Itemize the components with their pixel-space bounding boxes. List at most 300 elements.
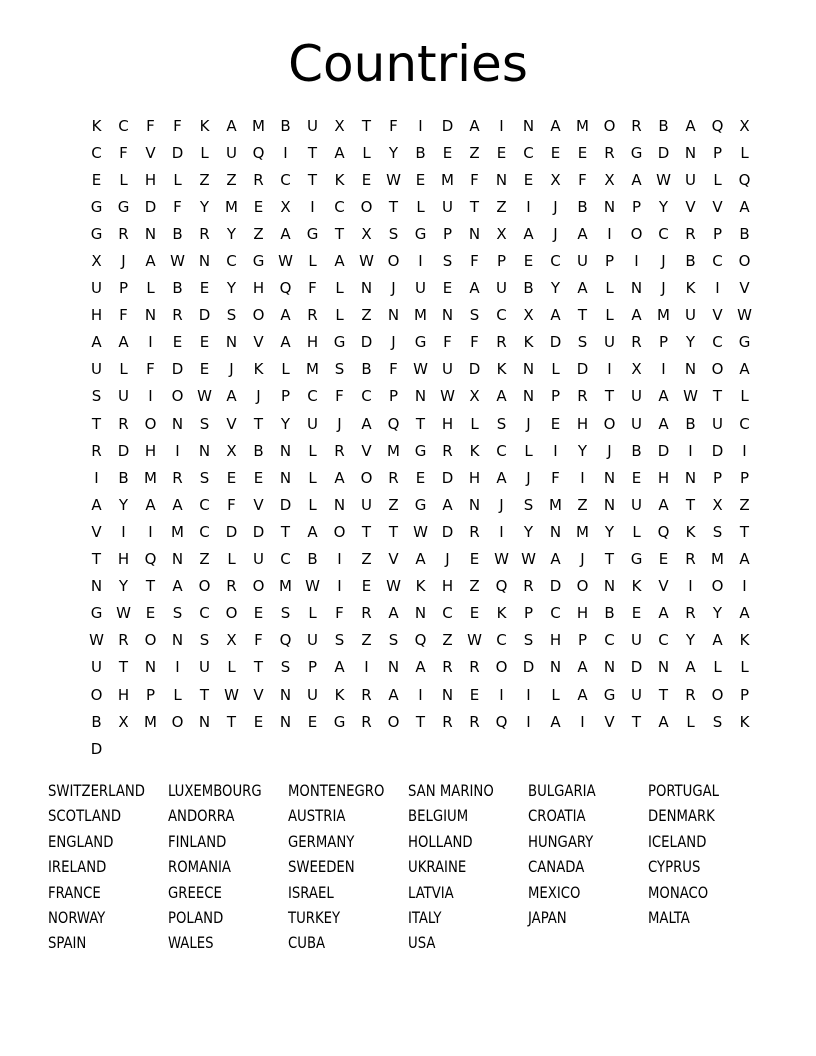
grid-letter[interactable]: V xyxy=(361,441,372,460)
grid-letter[interactable]: A xyxy=(685,658,696,677)
grid-letter[interactable]: I xyxy=(148,522,153,541)
grid-letter[interactable]: Z xyxy=(361,631,372,650)
grid-letter[interactable]: A xyxy=(577,279,588,298)
grid-letter[interactable]: L xyxy=(632,522,641,541)
grid-letter[interactable]: G xyxy=(90,224,103,243)
grid-letter[interactable]: K xyxy=(523,333,534,352)
grid-letter[interactable]: W xyxy=(170,252,185,271)
grid-letter[interactable]: T xyxy=(145,577,156,596)
grid-letter[interactable]: K xyxy=(253,360,264,379)
grid-letter[interactable]: U xyxy=(496,279,507,298)
grid-letter[interactable]: I xyxy=(175,658,180,677)
grid-letter[interactable]: R xyxy=(388,468,399,487)
grid-letter[interactable]: B xyxy=(685,252,696,271)
grid-letter[interactable]: A xyxy=(307,522,318,541)
grid-letter[interactable]: A xyxy=(658,712,669,731)
grid-letter[interactable]: D xyxy=(198,306,211,325)
grid-letter[interactable]: U xyxy=(307,414,318,433)
grid-letter[interactable]: G xyxy=(333,712,346,731)
grid-letter[interactable]: A xyxy=(469,116,480,135)
grid-letter[interactable]: D xyxy=(549,577,562,596)
grid-letter[interactable]: N xyxy=(441,685,454,704)
grid-letter[interactable]: L xyxy=(740,387,749,406)
grid-letter[interactable]: K xyxy=(334,685,345,704)
grid-letter[interactable]: U xyxy=(631,631,642,650)
grid-letter[interactable]: R xyxy=(631,116,642,135)
grid-letter[interactable]: C xyxy=(604,631,615,650)
grid-letter[interactable]: I xyxy=(742,441,747,460)
grid-letter[interactable]: D xyxy=(90,739,103,758)
grid-letter[interactable]: I xyxy=(688,577,693,596)
grid-letter[interactable]: L xyxy=(551,685,560,704)
grid-letter[interactable]: G xyxy=(414,224,427,243)
grid-letter[interactable]: U xyxy=(631,414,642,433)
grid-letter[interactable]: J xyxy=(391,333,396,352)
grid-letter[interactable]: C xyxy=(739,414,750,433)
grid-letter[interactable]: C xyxy=(496,306,507,325)
grid-letter[interactable]: R xyxy=(469,658,480,677)
grid-letter[interactable]: A xyxy=(388,604,399,623)
grid-letter[interactable]: K xyxy=(496,360,507,379)
grid-letter[interactable]: R xyxy=(307,306,318,325)
grid-letter[interactable]: V xyxy=(253,495,264,514)
grid-letter[interactable]: O xyxy=(144,631,157,650)
grid-letter[interactable]: X xyxy=(226,441,237,460)
grid-letter[interactable]: N xyxy=(144,658,157,677)
grid-letter[interactable]: I xyxy=(526,685,531,704)
grid-letter[interactable]: M xyxy=(711,550,724,569)
grid-letter[interactable]: B xyxy=(307,550,318,569)
grid-letter[interactable]: J xyxy=(337,414,342,433)
grid-letter[interactable]: Q xyxy=(252,143,265,162)
grid-letter[interactable]: A xyxy=(739,550,750,569)
grid-letter[interactable]: T xyxy=(469,197,480,216)
grid-letter[interactable]: M xyxy=(306,360,319,379)
grid-letter[interactable]: F xyxy=(227,495,236,514)
grid-letter[interactable]: R xyxy=(361,685,372,704)
grid-letter[interactable]: F xyxy=(470,252,479,271)
grid-letter[interactable]: L xyxy=(308,604,317,623)
grid-letter[interactable]: S xyxy=(334,631,345,650)
grid-letter[interactable]: I xyxy=(121,522,126,541)
grid-letter[interactable]: Q xyxy=(279,279,292,298)
grid-letter[interactable]: T xyxy=(712,387,723,406)
grid-letter[interactable]: R xyxy=(631,333,642,352)
grid-letter[interactable]: S xyxy=(280,658,291,677)
grid-letter[interactable]: A xyxy=(415,550,426,569)
grid-letter[interactable]: G xyxy=(630,550,643,569)
grid-letter[interactable]: I xyxy=(418,685,423,704)
grid-letter[interactable]: D xyxy=(630,658,643,677)
grid-letter[interactable]: N xyxy=(495,170,508,189)
grid-letter[interactable]: O xyxy=(333,522,346,541)
grid-letter[interactable]: D xyxy=(279,495,292,514)
grid-letter[interactable]: I xyxy=(337,550,342,569)
grid-letter[interactable]: U xyxy=(253,550,264,569)
grid-letter[interactable]: M xyxy=(171,522,184,541)
grid-letter[interactable]: T xyxy=(199,685,210,704)
grid-letter[interactable]: M xyxy=(441,170,454,189)
grid-letter[interactable]: E xyxy=(442,279,453,298)
grid-letter[interactable]: S xyxy=(91,387,102,406)
grid-letter[interactable]: K xyxy=(685,522,696,541)
grid-letter[interactable]: Z xyxy=(739,495,750,514)
grid-letter[interactable]: Q xyxy=(738,170,751,189)
grid-letter[interactable]: F xyxy=(335,604,344,623)
grid-letter[interactable]: E xyxy=(469,604,480,623)
grid-letter[interactable]: C xyxy=(712,333,723,352)
grid-letter[interactable]: Y xyxy=(280,414,291,433)
grid-letter[interactable]: I xyxy=(607,360,612,379)
grid-letter[interactable]: L xyxy=(146,279,155,298)
grid-letter[interactable]: A xyxy=(712,631,723,650)
grid-letter[interactable]: J xyxy=(229,360,234,379)
grid-letter[interactable]: U xyxy=(199,658,210,677)
grid-letter[interactable]: O xyxy=(225,604,238,623)
grid-letter[interactable]: T xyxy=(361,522,372,541)
grid-letter[interactable]: T xyxy=(91,414,102,433)
grid-letter[interactable]: D xyxy=(657,143,670,162)
grid-letter[interactable]: N xyxy=(603,468,616,487)
grid-letter[interactable]: L xyxy=(416,197,425,216)
grid-letter[interactable]: B xyxy=(172,224,183,243)
grid-letter[interactable]: C xyxy=(496,631,507,650)
grid-letter[interactable]: R xyxy=(523,577,534,596)
grid-letter[interactable]: B xyxy=(577,197,588,216)
grid-letter[interactable]: T xyxy=(307,143,318,162)
grid-letter[interactable]: S xyxy=(496,414,507,433)
grid-letter[interactable]: I xyxy=(526,712,531,731)
grid-letter[interactable]: R xyxy=(118,224,129,243)
grid-letter[interactable]: U xyxy=(226,143,237,162)
grid-letter[interactable]: A xyxy=(118,333,129,352)
grid-letter[interactable]: J xyxy=(445,550,450,569)
grid-letter[interactable]: T xyxy=(226,712,237,731)
grid-letter[interactable]: W xyxy=(683,387,698,406)
grid-letter[interactable]: S xyxy=(199,468,210,487)
grid-letter[interactable]: W xyxy=(278,252,293,271)
grid-letter[interactable]: L xyxy=(119,170,128,189)
grid-letter[interactable]: R xyxy=(442,712,453,731)
grid-letter[interactable]: P xyxy=(145,685,156,704)
grid-letter[interactable]: S xyxy=(334,360,345,379)
grid-letter[interactable]: Z xyxy=(577,495,588,514)
grid-letter[interactable]: W xyxy=(305,577,320,596)
grid-letter[interactable]: Q xyxy=(279,631,292,650)
grid-letter[interactable]: K xyxy=(334,170,345,189)
grid-letter[interactable]: O xyxy=(603,116,616,135)
grid-letter[interactable]: A xyxy=(469,279,480,298)
grid-letter[interactable]: E xyxy=(550,143,561,162)
grid-letter[interactable]: L xyxy=(173,170,182,189)
grid-letter[interactable]: C xyxy=(658,631,669,650)
grid-letter[interactable]: J xyxy=(607,441,612,460)
grid-letter[interactable]: I xyxy=(742,577,747,596)
grid-letter[interactable]: H xyxy=(144,170,157,189)
grid-letter[interactable]: R xyxy=(685,685,696,704)
grid-letter[interactable]: G xyxy=(252,252,265,271)
grid-letter[interactable]: Y xyxy=(388,143,399,162)
grid-letter[interactable]: O xyxy=(144,414,157,433)
grid-letter[interactable]: D xyxy=(171,143,184,162)
grid-letter[interactable]: N xyxy=(603,197,616,216)
grid-letter[interactable]: A xyxy=(334,252,345,271)
grid-letter[interactable]: V xyxy=(253,685,264,704)
grid-letter[interactable]: H xyxy=(441,414,454,433)
grid-letter[interactable]: Z xyxy=(361,550,372,569)
grid-letter[interactable]: Q xyxy=(414,631,427,650)
grid-letter[interactable]: O xyxy=(711,360,724,379)
grid-letter[interactable]: K xyxy=(415,577,426,596)
grid-letter[interactable]: G xyxy=(117,197,130,216)
grid-letter[interactable]: Z xyxy=(361,306,372,325)
grid-letter[interactable]: A xyxy=(496,468,507,487)
grid-letter[interactable]: E xyxy=(199,333,210,352)
grid-letter[interactable]: A xyxy=(631,170,642,189)
grid-letter[interactable]: C xyxy=(280,170,291,189)
grid-letter[interactable]: E xyxy=(253,712,264,731)
grid-letter[interactable]: Z xyxy=(388,495,399,514)
grid-letter[interactable]: U xyxy=(604,333,615,352)
grid-letter[interactable]: W xyxy=(656,170,671,189)
grid-letter[interactable]: X xyxy=(226,631,237,650)
grid-letter[interactable]: A xyxy=(577,658,588,677)
grid-letter[interactable]: C xyxy=(523,143,534,162)
grid-letter[interactable]: F xyxy=(146,360,155,379)
grid-letter[interactable]: L xyxy=(524,441,533,460)
grid-letter[interactable]: G xyxy=(738,333,751,352)
grid-letter[interactable]: T xyxy=(685,495,696,514)
grid-letter[interactable]: N xyxy=(684,360,697,379)
grid-letter[interactable]: N xyxy=(549,522,562,541)
grid-letter[interactable]: S xyxy=(523,631,534,650)
grid-letter[interactable]: E xyxy=(307,712,318,731)
grid-letter[interactable]: N xyxy=(603,495,616,514)
grid-letter[interactable]: L xyxy=(713,170,722,189)
grid-letter[interactable]: H xyxy=(306,333,319,352)
grid-letter[interactable]: O xyxy=(711,577,724,596)
grid-letter[interactable]: U xyxy=(91,279,102,298)
grid-letter[interactable]: K xyxy=(631,577,642,596)
grid-letter[interactable]: L xyxy=(605,279,614,298)
grid-letter[interactable]: C xyxy=(118,116,129,135)
grid-letter[interactable]: N xyxy=(684,143,697,162)
grid-letter[interactable]: G xyxy=(90,197,103,216)
grid-letter[interactable]: H xyxy=(576,604,589,623)
grid-letter[interactable]: O xyxy=(252,577,265,596)
grid-letter[interactable]: R xyxy=(685,550,696,569)
grid-letter[interactable]: B xyxy=(280,116,291,135)
grid-letter[interactable]: X xyxy=(604,170,615,189)
grid-letter[interactable]: M xyxy=(549,495,562,514)
grid-letter[interactable]: C xyxy=(361,387,372,406)
grid-letter[interactable]: C xyxy=(280,550,291,569)
grid-letter[interactable]: P xyxy=(739,468,750,487)
grid-letter[interactable]: L xyxy=(200,143,209,162)
grid-letter[interactable]: A xyxy=(145,495,156,514)
grid-letter[interactable]: O xyxy=(360,197,373,216)
grid-letter[interactable]: I xyxy=(94,468,99,487)
grid-letter[interactable]: C xyxy=(199,522,210,541)
grid-letter[interactable]: U xyxy=(91,658,102,677)
grid-letter[interactable]: U xyxy=(685,170,696,189)
grid-letter[interactable]: Y xyxy=(685,333,696,352)
grid-letter[interactable]: R xyxy=(118,414,129,433)
grid-letter[interactable]: V xyxy=(658,577,669,596)
grid-letter[interactable]: F xyxy=(146,116,155,135)
grid-letter[interactable]: T xyxy=(604,550,615,569)
grid-letter[interactable]: W xyxy=(386,170,401,189)
grid-letter[interactable]: A xyxy=(145,252,156,271)
grid-letter[interactable]: A xyxy=(172,577,183,596)
grid-letter[interactable]: X xyxy=(280,197,291,216)
grid-letter[interactable]: N xyxy=(468,224,481,243)
grid-letter[interactable]: S xyxy=(199,631,210,650)
grid-letter[interactable]: X xyxy=(550,170,561,189)
grid-letter[interactable]: A xyxy=(334,143,345,162)
grid-letter[interactable]: T xyxy=(658,685,669,704)
grid-letter[interactable]: H xyxy=(576,414,589,433)
grid-letter[interactable]: A xyxy=(550,550,561,569)
grid-letter[interactable]: A xyxy=(226,116,237,135)
grid-letter[interactable]: T xyxy=(280,522,291,541)
grid-letter[interactable]: P xyxy=(496,252,507,271)
grid-letter[interactable]: E xyxy=(631,468,642,487)
grid-letter[interactable]: N xyxy=(549,658,562,677)
grid-letter[interactable]: J xyxy=(256,387,261,406)
grid-letter[interactable]: T xyxy=(334,224,345,243)
grid-letter[interactable]: F xyxy=(119,143,128,162)
grid-letter[interactable]: A xyxy=(334,468,345,487)
grid-letter[interactable]: I xyxy=(580,712,585,731)
grid-letter[interactable]: C xyxy=(199,495,210,514)
grid-letter[interactable]: X xyxy=(334,116,345,135)
grid-letter[interactable]: B xyxy=(253,441,264,460)
grid-letter[interactable]: A xyxy=(685,116,696,135)
grid-letter[interactable]: F xyxy=(551,468,560,487)
grid-letter[interactable]: N xyxy=(198,252,211,271)
grid-letter[interactable]: A xyxy=(523,224,534,243)
grid-letter[interactable]: E xyxy=(523,252,534,271)
grid-letter[interactable]: R xyxy=(91,441,102,460)
grid-letter[interactable]: N xyxy=(225,333,238,352)
grid-letter[interactable]: C xyxy=(226,252,237,271)
grid-letter[interactable]: X xyxy=(739,116,750,135)
grid-letter[interactable]: Z xyxy=(226,170,237,189)
grid-letter[interactable]: A xyxy=(280,306,291,325)
grid-letter[interactable]: I xyxy=(580,468,585,487)
grid-letter[interactable]: E xyxy=(199,360,210,379)
grid-letter[interactable]: V xyxy=(604,712,615,731)
grid-letter[interactable]: H xyxy=(117,685,130,704)
grid-letter[interactable]: R xyxy=(604,143,615,162)
grid-letter[interactable]: L xyxy=(335,279,344,298)
grid-letter[interactable]: P xyxy=(577,631,588,650)
grid-letter[interactable]: I xyxy=(499,116,504,135)
grid-letter[interactable]: H xyxy=(252,279,265,298)
grid-letter[interactable]: Y xyxy=(118,577,129,596)
grid-letter[interactable]: P xyxy=(739,685,750,704)
grid-letter[interactable]: H xyxy=(657,468,670,487)
grid-letter[interactable]: D xyxy=(144,197,157,216)
grid-letter[interactable]: B xyxy=(739,224,750,243)
grid-letter[interactable]: C xyxy=(442,604,453,623)
grid-letter[interactable]: T xyxy=(415,712,426,731)
grid-letter[interactable]: B xyxy=(604,604,615,623)
grid-letter[interactable]: E xyxy=(253,604,264,623)
grid-letter[interactable]: R xyxy=(442,441,453,460)
grid-letter[interactable]: S xyxy=(226,306,237,325)
grid-letter[interactable]: A xyxy=(361,414,372,433)
grid-letter[interactable]: N xyxy=(441,306,454,325)
grid-letter[interactable]: N xyxy=(279,468,292,487)
grid-letter[interactable]: H xyxy=(144,441,157,460)
grid-letter[interactable]: L xyxy=(740,143,749,162)
grid-letter[interactable]: N xyxy=(630,279,643,298)
grid-letter[interactable]: B xyxy=(523,279,534,298)
grid-letter[interactable]: R xyxy=(496,333,507,352)
grid-letter[interactable]: T xyxy=(307,170,318,189)
grid-letter[interactable]: V xyxy=(739,279,750,298)
grid-letter[interactable]: I xyxy=(634,252,639,271)
grid-letter[interactable]: D xyxy=(468,360,481,379)
grid-letter[interactable]: I xyxy=(148,333,153,352)
grid-letter[interactable]: S xyxy=(199,414,210,433)
grid-letter[interactable]: P xyxy=(280,387,291,406)
grid-letter[interactable]: O xyxy=(738,252,751,271)
grid-letter[interactable]: M xyxy=(225,197,238,216)
grid-letter[interactable]: F xyxy=(389,360,398,379)
grid-letter[interactable]: N xyxy=(414,604,427,623)
grid-letter[interactable]: U xyxy=(577,252,588,271)
grid-letter[interactable]: D xyxy=(171,360,184,379)
grid-letter[interactable]: A xyxy=(550,712,561,731)
grid-letter[interactable]: O xyxy=(360,468,373,487)
grid-letter[interactable]: A xyxy=(631,306,642,325)
grid-letter[interactable]: I xyxy=(310,197,315,216)
grid-letter[interactable]: N xyxy=(171,550,184,569)
grid-letter[interactable]: J xyxy=(661,279,666,298)
grid-letter[interactable]: O xyxy=(171,387,184,406)
grid-letter[interactable]: S xyxy=(523,495,534,514)
grid-letter[interactable]: O xyxy=(603,414,616,433)
grid-letter[interactable]: Z xyxy=(496,197,507,216)
grid-letter[interactable]: M xyxy=(576,522,589,541)
grid-letter[interactable]: L xyxy=(362,143,371,162)
grid-letter[interactable]: C xyxy=(334,197,345,216)
grid-letter[interactable]: M xyxy=(144,712,157,731)
grid-letter[interactable]: E xyxy=(469,550,480,569)
grid-letter[interactable]: E xyxy=(415,468,426,487)
grid-letter[interactable]: O xyxy=(711,685,724,704)
grid-letter[interactable]: R xyxy=(685,224,696,243)
grid-letter[interactable]: Y xyxy=(523,522,534,541)
grid-letter[interactable]: N xyxy=(171,631,184,650)
grid-letter[interactable]: O xyxy=(90,685,103,704)
grid-letter[interactable]: W xyxy=(521,550,536,569)
grid-letter[interactable]: P xyxy=(388,387,399,406)
grid-letter[interactable]: A xyxy=(280,224,291,243)
grid-letter[interactable]: N xyxy=(522,360,535,379)
grid-letter[interactable]: B xyxy=(415,143,426,162)
grid-letter[interactable]: W xyxy=(737,306,752,325)
grid-letter[interactable]: N xyxy=(603,658,616,677)
grid-letter[interactable]: R xyxy=(442,658,453,677)
grid-letter[interactable]: T xyxy=(739,522,750,541)
grid-letter[interactable]: I xyxy=(337,577,342,596)
grid-letter[interactable]: J xyxy=(661,252,666,271)
grid-letter[interactable]: L xyxy=(308,495,317,514)
